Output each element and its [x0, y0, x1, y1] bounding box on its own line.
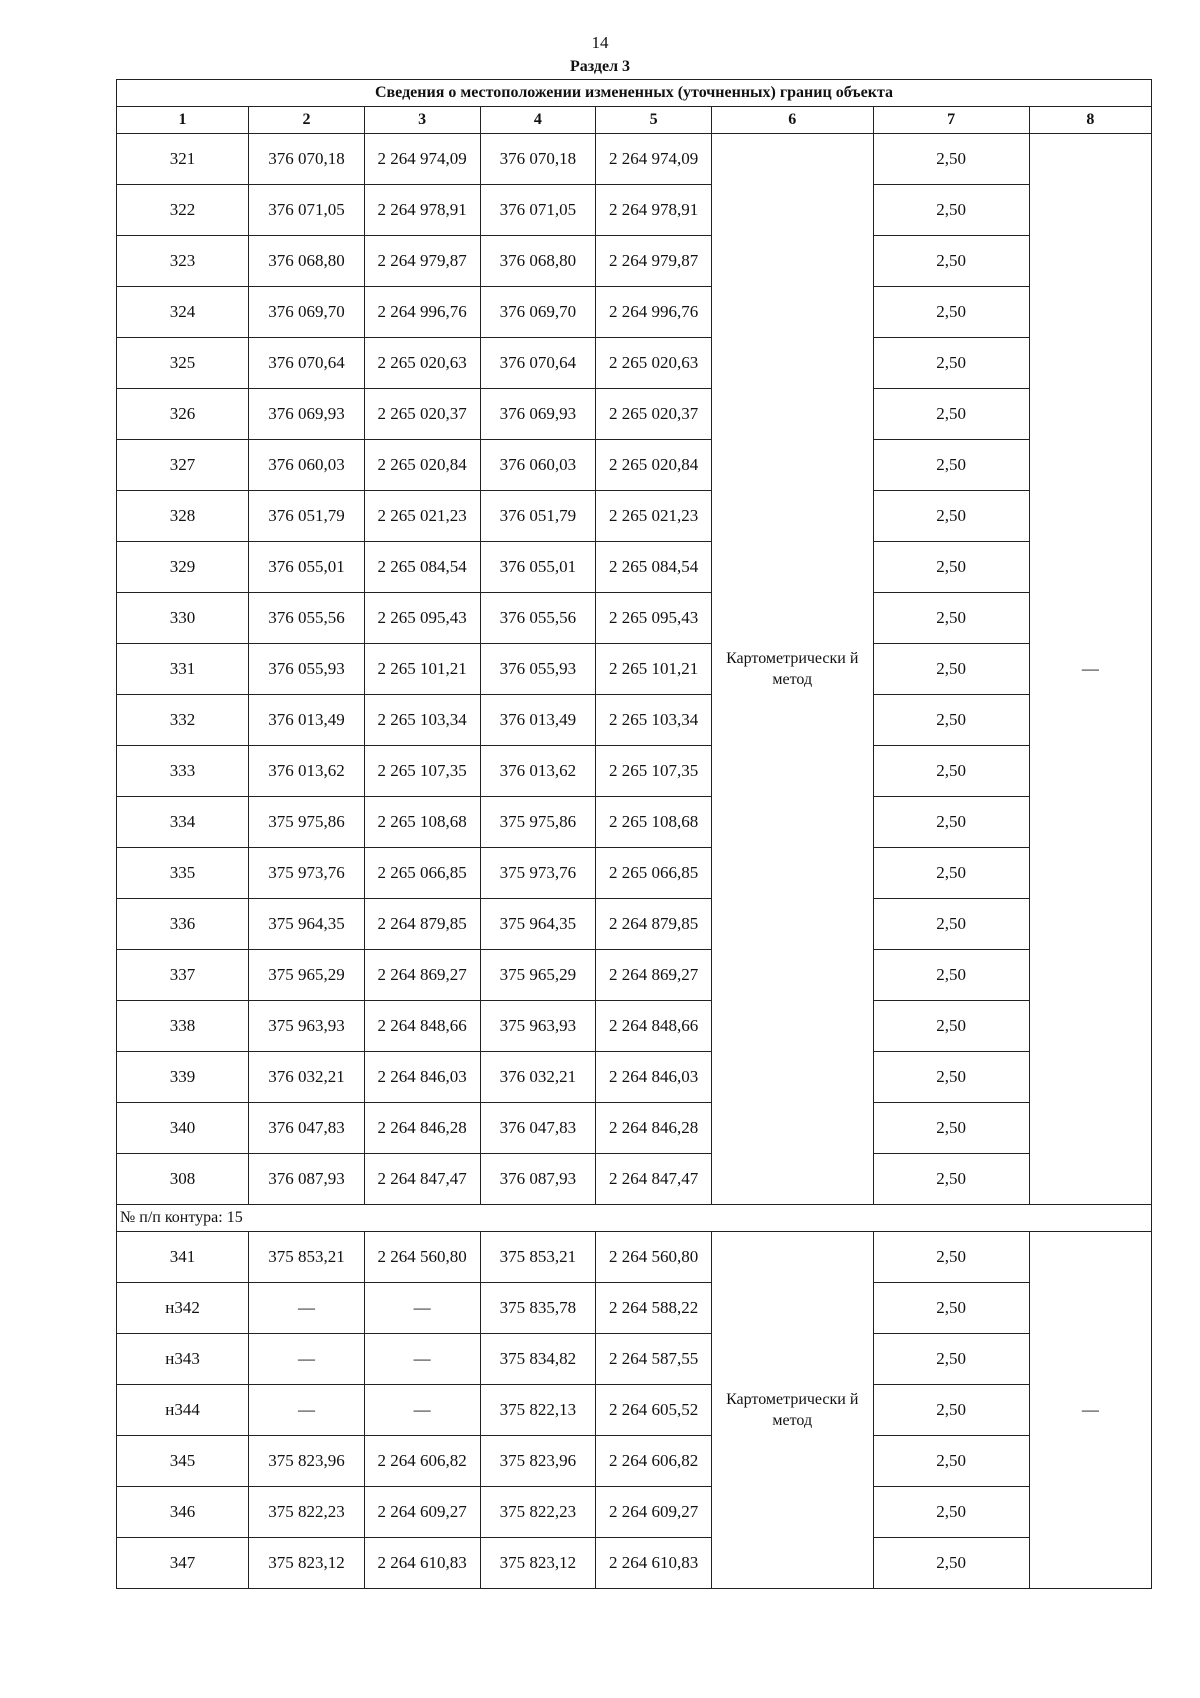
x-existing-cell: 376 013,62: [249, 746, 365, 797]
table-body: [117, 80, 1152, 1589]
table-row: [117, 1001, 1152, 1052]
x-existing-cell: 375 973,76: [249, 848, 365, 899]
accuracy-cell: 2,50: [873, 1385, 1029, 1436]
accuracy-cell: 2,50: [873, 134, 1029, 185]
y-existing-cell: 2 265 021,23: [364, 491, 480, 542]
y-new-cell: 2 265 084,54: [596, 542, 712, 593]
x-existing-cell: 375 965,29: [249, 950, 365, 1001]
y-new-cell: 2 264 879,85: [596, 899, 712, 950]
y-new-cell: 2 264 847,47: [596, 1154, 712, 1205]
column-number: 3: [364, 107, 480, 134]
accuracy-cell: 2,50: [873, 338, 1029, 389]
x-existing-cell: 375 964,35: [249, 899, 365, 950]
y-new-cell: 2 264 605,52: [596, 1385, 712, 1436]
y-existing-cell: 2 264 560,80: [364, 1232, 480, 1283]
table-row: [117, 185, 1152, 236]
y-existing-cell: 2 265 095,43: [364, 593, 480, 644]
column-number: 2: [249, 107, 365, 134]
y-existing-cell: 2 264 974,09: [364, 134, 480, 185]
x-new-cell: 376 069,93: [480, 389, 596, 440]
y-new-cell: 2 264 996,76: [596, 287, 712, 338]
table-row: [117, 1103, 1152, 1154]
y-existing-cell: 2 265 020,84: [364, 440, 480, 491]
x-new-cell: 375 973,76: [480, 848, 596, 899]
x-existing-cell: —: [249, 1334, 365, 1385]
point-number-cell: 330: [117, 593, 249, 644]
x-new-cell: 376 055,56: [480, 593, 596, 644]
table-caption: Сведения о местоположении измененных (уточненных) границ объекта: [117, 80, 1152, 107]
point-number-cell: 328: [117, 491, 249, 542]
accuracy-cell: 2,50: [873, 1436, 1029, 1487]
table-row: [117, 950, 1152, 1001]
x-new-cell: 376 070,18: [480, 134, 596, 185]
x-existing-cell: 376 069,70: [249, 287, 365, 338]
point-number-cell: 322: [117, 185, 249, 236]
y-existing-cell: 2 265 020,37: [364, 389, 480, 440]
x-existing-cell: 376 070,64: [249, 338, 365, 389]
accuracy-cell: 2,50: [873, 797, 1029, 848]
y-new-cell: 2 264 610,83: [596, 1538, 712, 1589]
x-existing-cell: 375 823,12: [249, 1538, 365, 1589]
table-row: [117, 1385, 1152, 1436]
x-new-cell: 375 853,21: [480, 1232, 596, 1283]
x-new-cell: 375 964,35: [480, 899, 596, 950]
accuracy-cell: 2,50: [873, 950, 1029, 1001]
x-existing-cell: 376 013,49: [249, 695, 365, 746]
point-number-cell: 338: [117, 1001, 249, 1052]
y-existing-cell: 2 264 606,82: [364, 1436, 480, 1487]
y-new-cell: 2 265 107,35: [596, 746, 712, 797]
x-new-cell: 376 068,80: [480, 236, 596, 287]
point-number-cell: 347: [117, 1538, 249, 1589]
y-new-cell: 2 265 066,85: [596, 848, 712, 899]
point-number-cell: н342: [117, 1283, 249, 1334]
y-existing-cell: 2 264 979,87: [364, 236, 480, 287]
accuracy-cell: 2,50: [873, 1001, 1029, 1052]
y-existing-cell: 2 264 848,66: [364, 1001, 480, 1052]
table-row: [117, 491, 1152, 542]
y-existing-cell: —: [364, 1385, 480, 1436]
accuracy-cell: 2,50: [873, 746, 1029, 797]
y-new-cell: 2 265 020,84: [596, 440, 712, 491]
accuracy-cell: 2,50: [873, 491, 1029, 542]
table-row: [117, 287, 1152, 338]
table-row: [117, 134, 1152, 185]
y-new-cell: 2 264 606,82: [596, 1436, 712, 1487]
accuracy-cell: 2,50: [873, 593, 1029, 644]
y-new-cell: 2 265 108,68: [596, 797, 712, 848]
accuracy-cell: 2,50: [873, 389, 1029, 440]
column-number: 5: [596, 107, 712, 134]
y-new-cell: 2 264 846,28: [596, 1103, 712, 1154]
x-existing-cell: 375 853,21: [249, 1232, 365, 1283]
page-number: 14: [591, 33, 609, 52]
x-new-cell: 376 060,03: [480, 440, 596, 491]
accuracy-cell: 2,50: [873, 1487, 1029, 1538]
y-existing-cell: 2 265 084,54: [364, 542, 480, 593]
table-row: [117, 1232, 1152, 1283]
table-row: [117, 1487, 1152, 1538]
point-number-cell: 340: [117, 1103, 249, 1154]
accuracy-cell: 2,50: [873, 440, 1029, 491]
y-existing-cell: 2 264 847,47: [364, 1154, 480, 1205]
accuracy-cell: 2,50: [873, 1283, 1029, 1334]
y-existing-cell: 2 264 610,83: [364, 1538, 480, 1589]
x-existing-cell: 376 055,01: [249, 542, 365, 593]
x-new-cell: 376 087,93: [480, 1154, 596, 1205]
table-row: [117, 338, 1152, 389]
column-number: 6: [711, 107, 873, 134]
accuracy-cell: 2,50: [873, 1538, 1029, 1589]
y-existing-cell: 2 264 978,91: [364, 185, 480, 236]
accuracy-cell: 2,50: [873, 1232, 1029, 1283]
accuracy-cell: 2,50: [873, 1334, 1029, 1385]
accuracy-cell: 2,50: [873, 1052, 1029, 1103]
y-existing-cell: 2 265 107,35: [364, 746, 480, 797]
x-existing-cell: 376 087,93: [249, 1154, 365, 1205]
y-existing-cell: 2 264 996,76: [364, 287, 480, 338]
point-number-cell: 341: [117, 1232, 249, 1283]
x-new-cell: 376 070,64: [480, 338, 596, 389]
x-new-cell: 375 823,12: [480, 1538, 596, 1589]
x-existing-cell: 376 060,03: [249, 440, 365, 491]
x-existing-cell: 376 051,79: [249, 491, 365, 542]
x-new-cell: 375 823,96: [480, 1436, 596, 1487]
method-cell: Картометрически й метод: [711, 134, 873, 1205]
table-row: [117, 848, 1152, 899]
y-existing-cell: 2 265 103,34: [364, 695, 480, 746]
table-row: [117, 440, 1152, 491]
point-number-cell: 327: [117, 440, 249, 491]
x-new-cell: 376 013,49: [480, 695, 596, 746]
x-existing-cell: 376 055,56: [249, 593, 365, 644]
y-new-cell: 2 264 846,03: [596, 1052, 712, 1103]
point-number-cell: 345: [117, 1436, 249, 1487]
x-existing-cell: 376 068,80: [249, 236, 365, 287]
point-number-cell: 333: [117, 746, 249, 797]
notes-cell: —: [1029, 1232, 1151, 1589]
contour-label: № п/п контура: 15: [117, 1205, 1152, 1232]
y-existing-cell: 2 265 108,68: [364, 797, 480, 848]
x-new-cell: 376 013,62: [480, 746, 596, 797]
table-row: [117, 1334, 1152, 1385]
point-number-cell: 323: [117, 236, 249, 287]
column-number: 4: [480, 107, 596, 134]
table-row: [117, 1283, 1152, 1334]
accuracy-cell: 2,50: [873, 695, 1029, 746]
contour-row: [117, 1205, 1152, 1232]
x-existing-cell: 375 823,96: [249, 1436, 365, 1487]
x-new-cell: 375 835,78: [480, 1283, 596, 1334]
point-number-cell: 337: [117, 950, 249, 1001]
y-existing-cell: —: [364, 1283, 480, 1334]
y-new-cell: 2 265 020,63: [596, 338, 712, 389]
y-existing-cell: 2 264 869,27: [364, 950, 480, 1001]
table-row: [117, 695, 1152, 746]
y-new-cell: 2 265 020,37: [596, 389, 712, 440]
x-new-cell: 376 055,01: [480, 542, 596, 593]
y-new-cell: 2 264 869,27: [596, 950, 712, 1001]
y-existing-cell: 2 265 066,85: [364, 848, 480, 899]
x-new-cell: 376 055,93: [480, 644, 596, 695]
point-number-cell: 324: [117, 287, 249, 338]
y-existing-cell: 2 264 879,85: [364, 899, 480, 950]
x-existing-cell: 376 032,21: [249, 1052, 365, 1103]
y-new-cell: 2 265 103,34: [596, 695, 712, 746]
x-new-cell: 375 963,93: [480, 1001, 596, 1052]
table-row: [117, 1538, 1152, 1589]
table-row: [117, 542, 1152, 593]
table-row: [117, 797, 1152, 848]
table-row: [117, 1154, 1152, 1205]
point-number-cell: 321: [117, 134, 249, 185]
x-existing-cell: 375 963,93: [249, 1001, 365, 1052]
x-new-cell: 376 051,79: [480, 491, 596, 542]
point-number-cell: 336: [117, 899, 249, 950]
y-new-cell: 2 265 095,43: [596, 593, 712, 644]
x-new-cell: 375 822,13: [480, 1385, 596, 1436]
accuracy-cell: 2,50: [873, 848, 1029, 899]
table-row: [117, 746, 1152, 797]
section-title: Раздел 3: [569, 58, 631, 75]
x-new-cell: 375 834,82: [480, 1334, 596, 1385]
table-row: [117, 1436, 1152, 1487]
accuracy-cell: 2,50: [873, 644, 1029, 695]
column-number: 7: [873, 107, 1029, 134]
point-number-cell: 339: [117, 1052, 249, 1103]
y-new-cell: 2 264 587,55: [596, 1334, 712, 1385]
point-number-cell: 334: [117, 797, 249, 848]
table-row: [117, 236, 1152, 287]
column-number: 1: [117, 107, 249, 134]
y-new-cell: 2 265 021,23: [596, 491, 712, 542]
y-new-cell: 2 264 560,80: [596, 1232, 712, 1283]
accuracy-cell: 2,50: [873, 1154, 1029, 1205]
table-row: [117, 389, 1152, 440]
y-existing-cell: 2 265 101,21: [364, 644, 480, 695]
method-cell: Картометрически й метод: [711, 1232, 873, 1589]
column-number: 8: [1029, 107, 1151, 134]
y-new-cell: 2 264 609,27: [596, 1487, 712, 1538]
point-number-cell: 335: [117, 848, 249, 899]
point-number-cell: н344: [117, 1385, 249, 1436]
accuracy-cell: 2,50: [873, 185, 1029, 236]
x-new-cell: 376 071,05: [480, 185, 596, 236]
x-new-cell: 376 069,70: [480, 287, 596, 338]
y-existing-cell: 2 264 609,27: [364, 1487, 480, 1538]
table-row: [117, 644, 1152, 695]
y-existing-cell: —: [364, 1334, 480, 1385]
x-existing-cell: 375 822,23: [249, 1487, 365, 1538]
table-row: [117, 593, 1152, 644]
table-row: [117, 899, 1152, 950]
point-number-cell: 332: [117, 695, 249, 746]
table-row: [117, 1052, 1152, 1103]
x-new-cell: 375 975,86: [480, 797, 596, 848]
y-new-cell: 2 264 974,09: [596, 134, 712, 185]
point-number-cell: 331: [117, 644, 249, 695]
boundary-table: [116, 79, 1152, 1589]
y-existing-cell: 2 264 846,03: [364, 1052, 480, 1103]
x-new-cell: 375 822,23: [480, 1487, 596, 1538]
x-existing-cell: 376 070,18: [249, 134, 365, 185]
x-existing-cell: 376 069,93: [249, 389, 365, 440]
y-new-cell: 2 264 588,22: [596, 1283, 712, 1334]
y-new-cell: 2 264 848,66: [596, 1001, 712, 1052]
point-number-cell: н343: [117, 1334, 249, 1385]
point-number-cell: 325: [117, 338, 249, 389]
notes-cell: —: [1029, 134, 1151, 1205]
x-existing-cell: 375 975,86: [249, 797, 365, 848]
point-number-cell: 326: [117, 389, 249, 440]
y-new-cell: 2 264 978,91: [596, 185, 712, 236]
y-new-cell: 2 264 979,87: [596, 236, 712, 287]
point-number-cell: 346: [117, 1487, 249, 1538]
accuracy-cell: 2,50: [873, 1103, 1029, 1154]
x-existing-cell: —: [249, 1385, 365, 1436]
accuracy-cell: 2,50: [873, 236, 1029, 287]
x-new-cell: 376 032,21: [480, 1052, 596, 1103]
y-existing-cell: 2 265 020,63: [364, 338, 480, 389]
point-number-cell: 308: [117, 1154, 249, 1205]
accuracy-cell: 2,50: [873, 287, 1029, 338]
x-existing-cell: 376 047,83: [249, 1103, 365, 1154]
x-existing-cell: 376 055,93: [249, 644, 365, 695]
x-new-cell: 375 965,29: [480, 950, 596, 1001]
x-new-cell: 376 047,83: [480, 1103, 596, 1154]
y-new-cell: 2 265 101,21: [596, 644, 712, 695]
x-existing-cell: 376 071,05: [249, 185, 365, 236]
y-existing-cell: 2 264 846,28: [364, 1103, 480, 1154]
accuracy-cell: 2,50: [873, 899, 1029, 950]
x-existing-cell: —: [249, 1283, 365, 1334]
accuracy-cell: 2,50: [873, 542, 1029, 593]
point-number-cell: 329: [117, 542, 249, 593]
